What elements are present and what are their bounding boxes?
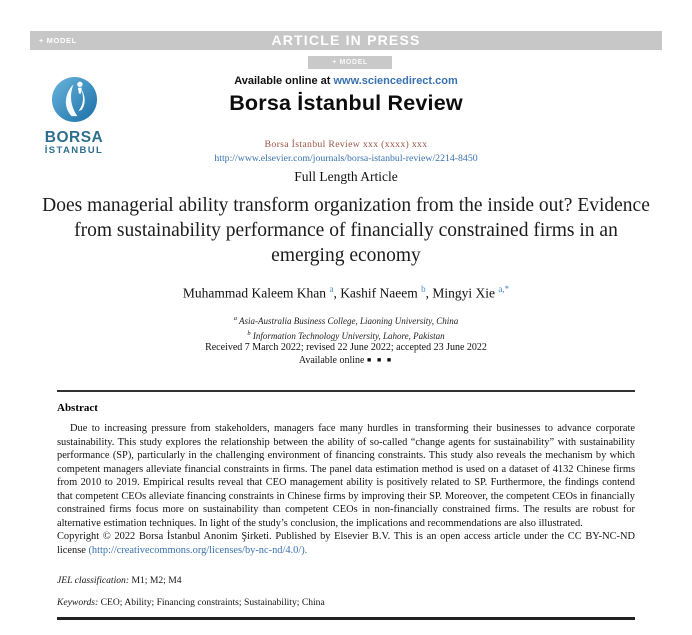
affiliation-line [0,328,692,343]
model-box: + MODEL [308,56,392,69]
authors-line [0,284,692,302]
author-affiliation-sup: b [421,284,426,294]
abstract-heading: Abstract [57,402,98,414]
jel-value: M1; M2; M4 [129,575,182,586]
abstract-paragraph: Due to increasing pressure from stakeholders, managers face many hurdles in transforming their businesses to advance corporate sustainability. This study explores the relationship between the ability of so-called “change agents for sustainability” with sustainability performance (SP), particularly in the challenging environment of financing constraints. This study also reveals the mechanism by which competent managers alleviate financial constraints in firms. The panel data estimation method is used on a dataset of 4132 Chinese firms from 2010 to 2019. Empirical results reveal that CEO management ability is positively related to SP. Furthermore, the findings contend that competent CEOs alleviate financing constraints in Chinese firms by improving their SP. Moreover, the competent CEOs in financially constrained firms focus more on sustainability than competent CEOs in non-financially constrained firms. The results are robust for alternative estimation techniques. In light of the study’s conclusion, the implications and recommendations are also illustrated. [57,423,635,529]
logo-istanbul-text: İSTANBUL [44,145,104,156]
article-type-label: Full Length Article [294,169,398,184]
author-name: Kashif Naeem [340,285,418,301]
affiliations [0,313,692,342]
author-affiliation-sup: a [329,284,334,294]
affiliation-sup: a [233,315,237,322]
available-online-label: Available online [298,355,367,366]
affiliation-text: Asia-Australia Business College, Liaoning University, China [236,316,459,326]
author-separator: , [333,285,341,301]
author-affiliation-sup: a,* [498,284,510,294]
keywords-line [57,597,325,608]
available-online-line [0,75,692,87]
keywords-label: Keywords: [57,597,99,608]
keywords-value: CEO; Ability; Financing constraints; Sustainability; China [98,597,325,608]
copyright-text: Copyright © 2022 Borsa İstanbul Anonim Şirketi. Published by Elsevier B.V. This is an open access article under the CC BY-NC-ND license [57,531,635,556]
author-name: Mingyi Xie [432,285,496,301]
logo-borsa-text: BORSA [44,129,104,146]
abstract-top-rule [57,390,635,392]
placeholder-squares: ■ ■ ■ [366,356,394,364]
affiliation-sup: b [247,329,251,337]
abstract-body [57,422,635,557]
journal-citation: Borsa İstanbul Review xxx (xxxx) xxx [264,139,428,150]
copyright-line [57,530,635,557]
license-link[interactable]: (http://creativecommons.org/licenses/by-nc-nd/4.0/). [88,544,308,556]
paper-title: Does managerial ability transform organization from the inside out? Evidence from sustainability performance of financially constrained firms in an emerging economy [42,195,650,266]
journal-title: Borsa İstanbul Review [229,91,463,115]
article-in-press-label: ARTICLE IN PRESS [271,32,421,48]
sciencedirect-link[interactable]: www.sciencedirect.com [333,75,458,87]
model-label: + MODEL [39,36,77,45]
available-online-prefix: Available online at [234,75,334,87]
article-in-press-banner [30,31,662,50]
bottom-rule [57,617,635,620]
author-name: Muhammad Kaleem Khan [182,285,327,301]
jel-classification-line [57,575,182,586]
article-history: Received 7 March 2022; revised 22 June 2022; accepted 23 June 2022 [205,342,487,353]
journal-url-link[interactable]: http://www.elsevier.com/journals/borsa-istanbul-review/2214-8450 [214,152,478,164]
available-online-status [0,355,692,366]
jel-label: JEL classification: [57,575,130,586]
affiliation-text: Information Technology University, Lahore, Pakistan [250,330,445,341]
affiliation-line [0,313,692,328]
author-separator: , [425,285,433,301]
